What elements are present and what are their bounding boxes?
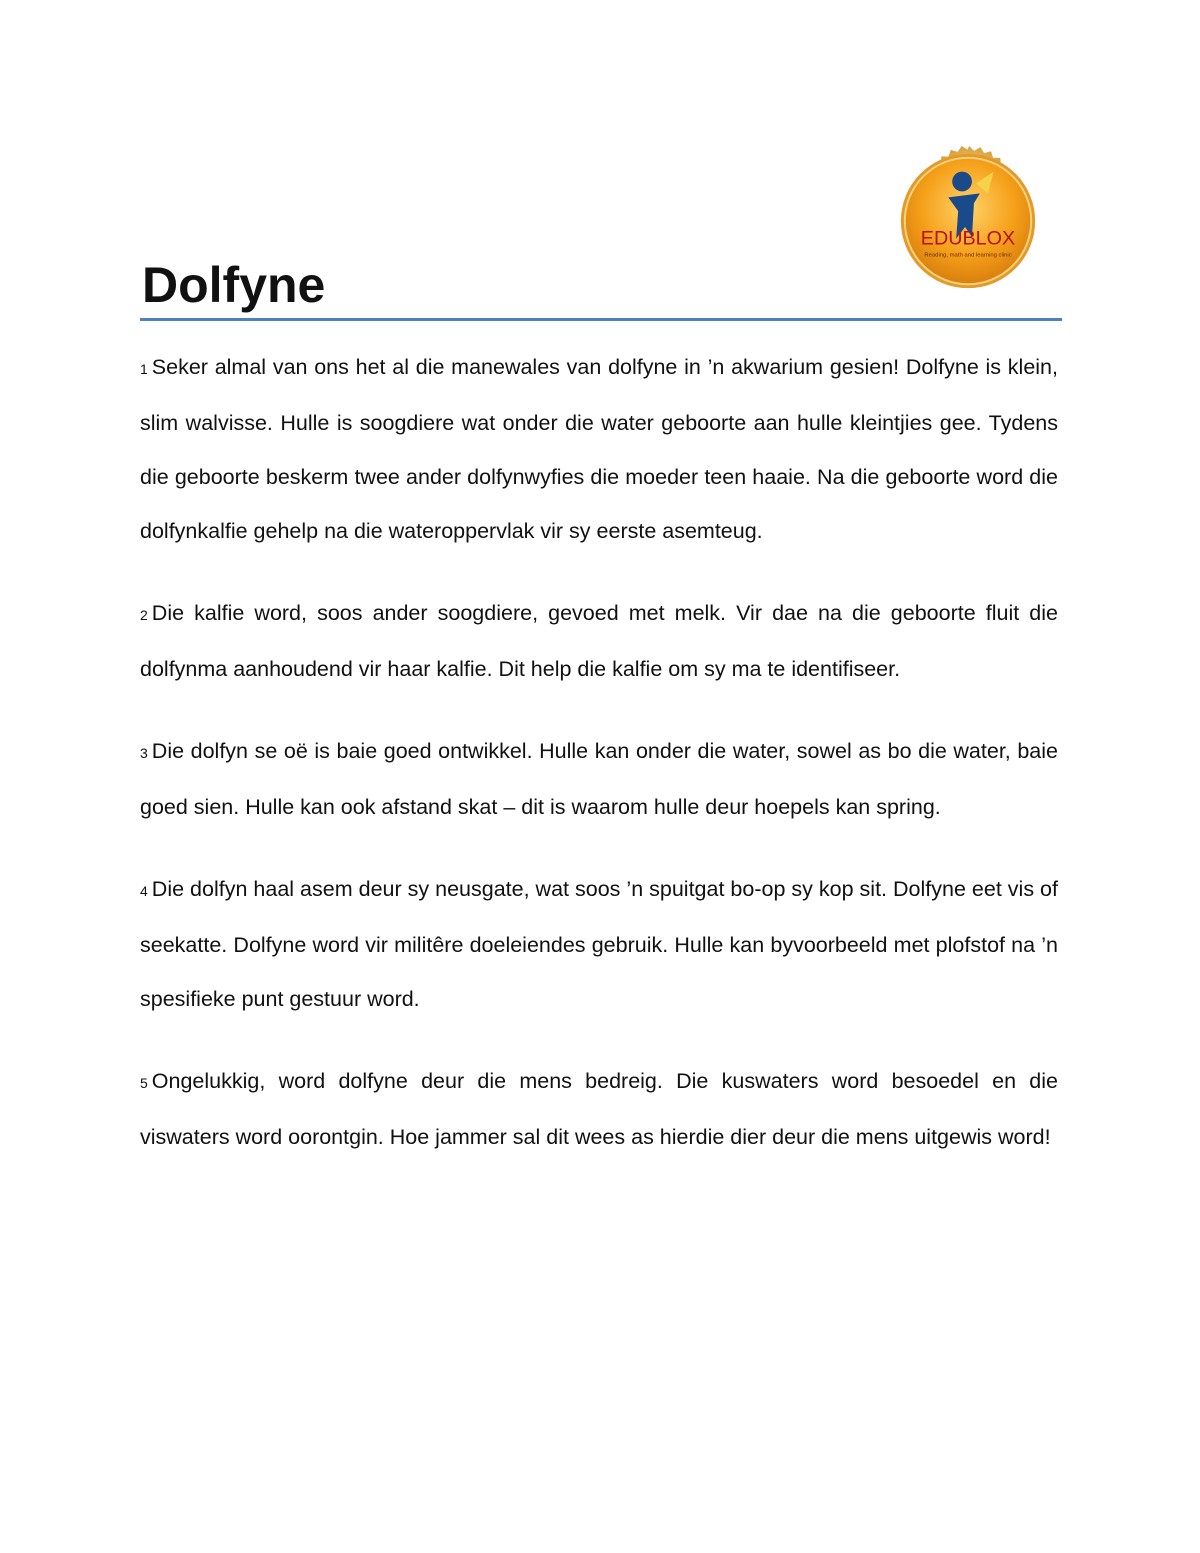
paragraph-number: 2: [140, 607, 148, 623]
paragraph-number: 4: [140, 883, 148, 899]
paragraph-3: [140, 724, 1058, 834]
logo-brand-text: EDUBLOX: [920, 227, 1016, 250]
paragraph-4: [140, 862, 1058, 1026]
paragraph-text: Seker almal van ons het al die manewales van dolfyne in ’n akwarium gesien! Dolfyne is klein, slim walvisse. Hulle is soogdiere wat onder die water geboorte aan hulle kleintjies gee. Tydens die geboorte beskerm twee ander dolfynwyfies die moeder teen haaie. Na die geboorte word die dolfynkalfie gehelp na die wateroppervlak vir sy eerste asemteug.: [140, 355, 1058, 543]
paragraph-5: [140, 1054, 1058, 1164]
paragraph-text: Ongelukkig, word dolfyne deur die mens bedreig. Die kuswaters word besoedel en die viswaters word oorontgin. Hoe jammer sal dit wees as hierdie dier deur die mens uitgewis word!: [140, 1069, 1058, 1149]
paragraph-text: Die dolfyn haal asem deur sy neusgate, wat soos ’n spuitgat bo-op sy kop sit. Dolfyne eet vis of seekatte. Dolfyne word vir militêre doeleiendes gebruik. Hulle kan byvoorbeeld met plofstof na ’n spesifieke punt gestuur word.: [140, 877, 1058, 1011]
paragraph-number: 1: [140, 361, 148, 377]
paragraph-number: 3: [140, 745, 148, 761]
edublox-logo: [890, 144, 1048, 302]
paragraph-text: Die dolfyn se oë is baie goed ontwikkel. Hulle kan onder die water, sowel as bo die water, baie goed sien. Hulle kan ook afstand skat – dit is waarom hulle deur hoepels kan spring.: [140, 739, 1058, 819]
figure-head: [952, 172, 972, 192]
paragraph-number: 5: [140, 1075, 148, 1091]
paragraph-2: [140, 586, 1058, 696]
paragraph-text: Die kalfie word, soos ander soogdiere, gevoed met melk. Vir dae na die geboorte fluit die dolfynma aanhoudend vir haar kalfie. Dit help die kalfie om sy ma te identifiseer.: [140, 601, 1058, 681]
paragraph-1: [140, 340, 1058, 558]
title-underline: [140, 318, 1062, 321]
logo-tagline-text: Reading, math and learning clinic: [924, 252, 1012, 259]
article-body: [140, 340, 1058, 1192]
page-title: Dolfyne: [142, 257, 326, 313]
